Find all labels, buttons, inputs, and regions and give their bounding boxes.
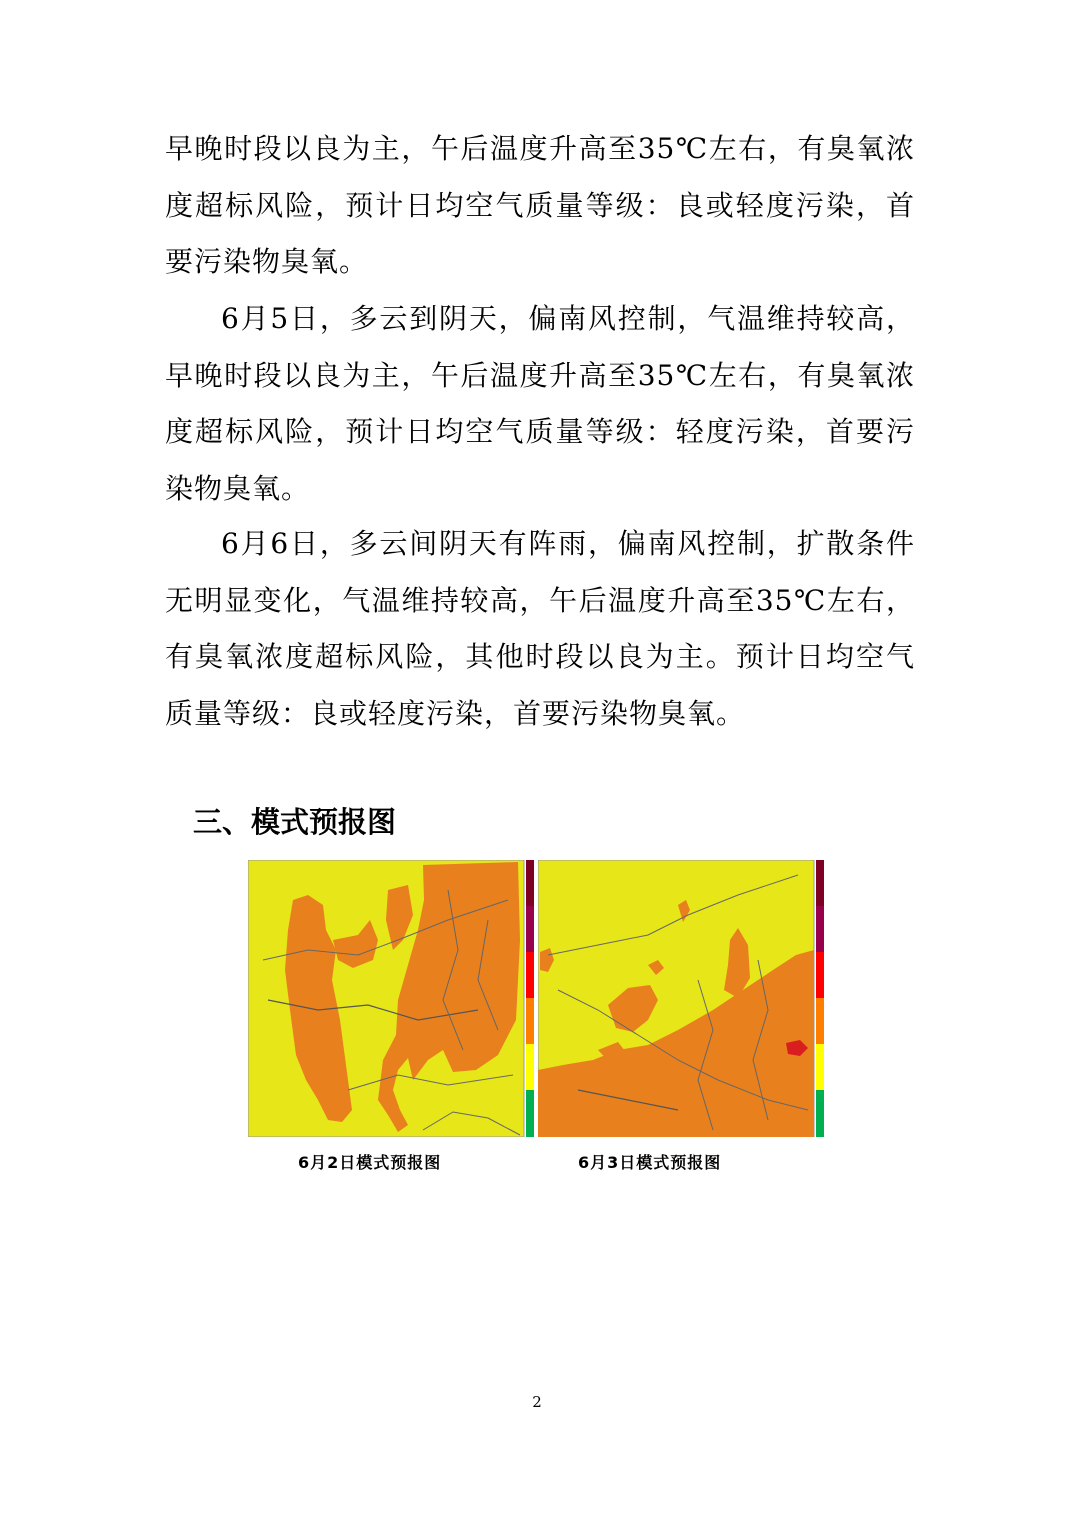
map-legend-bar xyxy=(526,860,534,1137)
section-heading: 三、模式预报图 xyxy=(193,805,397,839)
forecast-map-june-2 xyxy=(248,860,538,1137)
paragraph-3: 6月6日，多云间阴天有阵雨，偏南风控制，扩散条件无明显变化，气温维持较高，午后温度升高至35℃左右，有臭氧浓度超标风险，其他时段以良为主。预计日均空气质量等级：良或轻度污染，首要污染物臭氧。 xyxy=(165,527,915,730)
paragraph-1: 早晚时段以良为主，午后温度升高至35℃左右，有臭氧浓度超标风险，预计日均空气质量等级：良或轻度污染，首要污染物臭氧。 xyxy=(165,132,915,278)
forecast-map-june-3 xyxy=(538,860,828,1137)
figure-caption-june-2: 6月2日模式预报图 xyxy=(298,1153,442,1172)
page-number: 2 xyxy=(532,1393,542,1411)
figure-caption-june-3: 6月3日模式预报图 xyxy=(578,1153,722,1172)
map-legend-bar xyxy=(816,860,824,1137)
paragraph-2: 6月5日，多云到阴天，偏南风控制，气温维持较高，早晚时段以良为主，午后温度升高至35℃左右，有臭氧浓度超标风险，预计日均空气质量等级：轻度污染，首要污染物臭氧。 xyxy=(165,302,915,505)
